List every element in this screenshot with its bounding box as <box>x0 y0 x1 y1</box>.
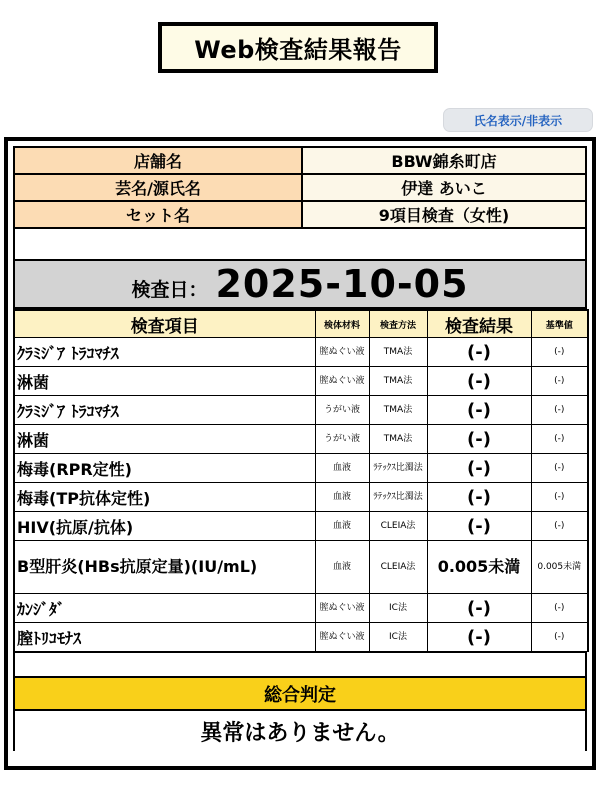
test-item: 膣ﾄﾘｺﾓﾅｽ <box>14 623 315 652</box>
test-result: (-) <box>427 454 531 483</box>
table-row <box>14 454 588 483</box>
test-result: (-) <box>427 483 531 512</box>
name-label: 芸名/源氏名 <box>14 174 302 201</box>
test-method: CLEIA法 <box>369 541 427 594</box>
info-row-set <box>14 201 586 228</box>
table-row <box>14 512 588 541</box>
col-header-item: 検査項目 <box>14 310 315 338</box>
test-result: (-) <box>427 338 531 367</box>
info-table <box>13 146 587 229</box>
test-method: CLEIA法 <box>369 512 427 541</box>
table-row <box>14 338 588 367</box>
specimen-material: うがい液 <box>315 396 369 425</box>
specimen-material: 血液 <box>315 512 369 541</box>
exam-date-value: 2025-10-05 <box>215 262 469 306</box>
exam-date-band <box>13 259 587 309</box>
test-method: TMA法 <box>369 367 427 396</box>
reference-value: (-) <box>531 483 588 512</box>
table-row <box>14 594 588 623</box>
specimen-material: 血液 <box>315 483 369 512</box>
specimen-material: 膣ぬぐい液 <box>315 594 369 623</box>
page-title: Web検査結果報告 <box>158 22 438 73</box>
col-header-method: 検査方法 <box>369 310 427 338</box>
reference-value: (-) <box>531 396 588 425</box>
store-label: 店舗名 <box>14 147 302 174</box>
reference-value: (-) <box>531 454 588 483</box>
test-item: 淋菌 <box>14 425 315 454</box>
specimen-material: 膣ぬぐい液 <box>315 367 369 396</box>
reference-value: 0.005未満 <box>531 541 588 594</box>
test-result: 0.005未満 <box>427 541 531 594</box>
exam-date-label: 検査日： <box>131 278 208 301</box>
test-method: TMA法 <box>369 338 427 367</box>
overall-verdict-label: 総合判定 <box>13 678 587 711</box>
reference-value: (-) <box>531 512 588 541</box>
col-header-material: 検体材料 <box>315 310 369 338</box>
test-item: 梅毒(TP抗体定性) <box>14 483 315 512</box>
spacer-row <box>13 229 587 259</box>
test-result: (-) <box>427 512 531 541</box>
results-header-row <box>14 310 588 338</box>
test-method: IC法 <box>369 623 427 652</box>
test-method: TMA法 <box>369 425 427 454</box>
table-row <box>14 623 588 652</box>
store-value: BBW錦糸町店 <box>302 147 586 174</box>
set-label: セット名 <box>14 201 302 228</box>
specimen-material: 膣ぬぐい液 <box>315 623 369 652</box>
table-row <box>14 541 588 594</box>
test-result: (-) <box>427 367 531 396</box>
test-result: (-) <box>427 623 531 652</box>
table-row <box>14 367 588 396</box>
table-row <box>14 396 588 425</box>
spacer-row <box>13 652 587 678</box>
test-method: TMA法 <box>369 396 427 425</box>
reference-value: (-) <box>531 367 588 396</box>
table-row <box>14 425 588 454</box>
test-item: ｶﾝｼﾞﾀﾞ <box>14 594 315 623</box>
col-header-reference: 基準値 <box>531 310 588 338</box>
test-item: B型肝炎(HBs抗原定量)(IU/mL) <box>14 541 315 594</box>
reference-value: (-) <box>531 594 588 623</box>
test-item: 梅毒(RPR定性) <box>14 454 315 483</box>
test-result: (-) <box>427 396 531 425</box>
test-item: 淋菌 <box>14 367 315 396</box>
col-header-result: 検査結果 <box>427 310 531 338</box>
name-value: 伊達 あいこ <box>302 174 586 201</box>
toggle-name-visibility-button[interactable]: 氏名表示/非表示 <box>443 108 593 132</box>
test-item: ｸﾗﾐｼﾞｱ ﾄﾗｺﾏﾁｽ <box>14 396 315 425</box>
specimen-material: 膣ぬぐい液 <box>315 338 369 367</box>
test-result: (-) <box>427 425 531 454</box>
info-row-name <box>14 174 586 201</box>
reference-value: (-) <box>531 623 588 652</box>
reference-value: (-) <box>531 338 588 367</box>
table-row <box>14 483 588 512</box>
test-result: (-) <box>427 594 531 623</box>
report-card <box>4 137 596 770</box>
specimen-material: 血液 <box>315 454 369 483</box>
set-value: 9項目検査（女性) <box>302 201 586 228</box>
test-method: ﾗﾃｯｸｽ比濁法 <box>369 454 427 483</box>
info-row-store <box>14 147 586 174</box>
specimen-material: 血液 <box>315 541 369 594</box>
results-table <box>13 309 589 652</box>
specimen-material: うがい液 <box>315 425 369 454</box>
test-item: HIV(抗原/抗体) <box>14 512 315 541</box>
overall-verdict-text: 異常はありません。 <box>13 711 587 751</box>
test-method: ﾗﾃｯｸｽ比濁法 <box>369 483 427 512</box>
test-method: IC法 <box>369 594 427 623</box>
reference-value: (-) <box>531 425 588 454</box>
test-item: ｸﾗﾐｼﾞｱ ﾄﾗｺﾏﾁｽ <box>14 338 315 367</box>
